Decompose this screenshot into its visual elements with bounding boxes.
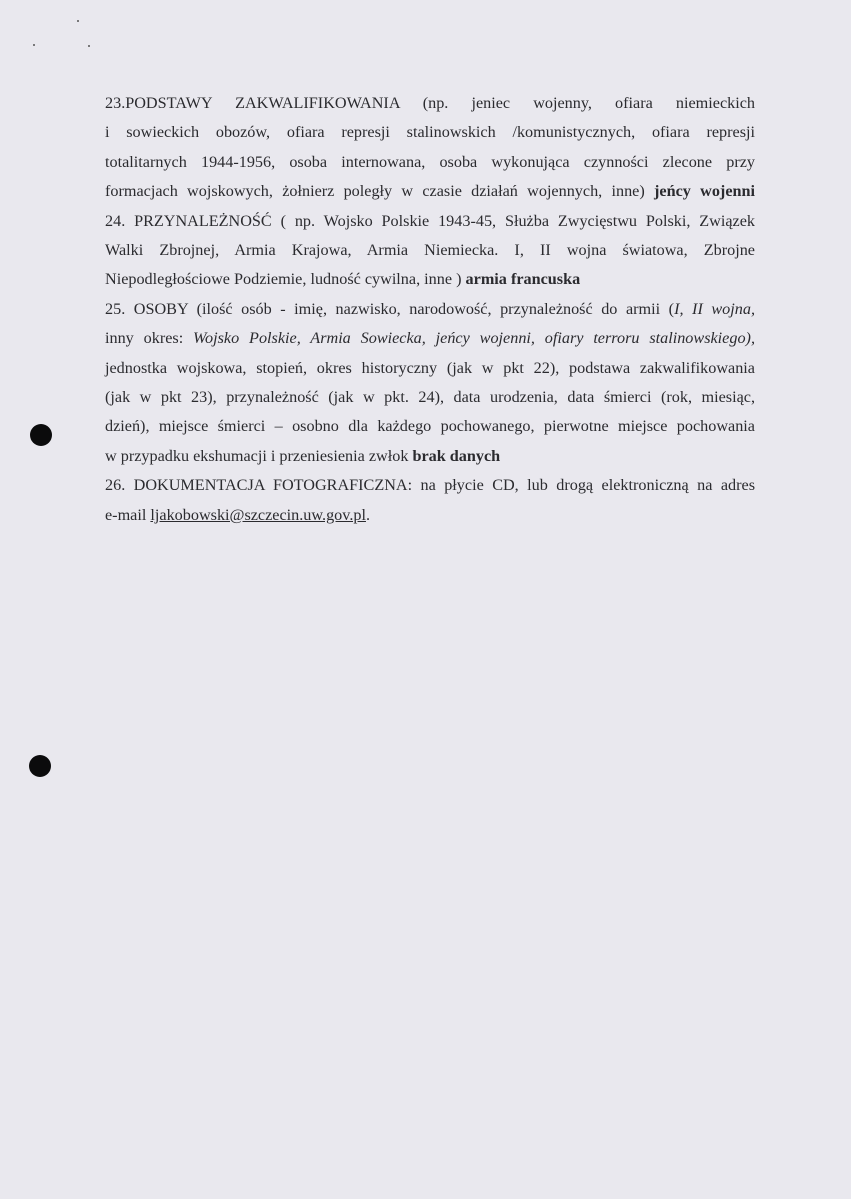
section-25-line-2 (105, 324, 755, 353)
section-23-line-1: 23.PODSTAWY ZAKWALIFIKOWANIA (np. jeniec wojenny, ofiara niemieckich (105, 94, 755, 112)
scan-speck (33, 44, 35, 46)
section-25-text-c: w przypadku ekshumacji i przeniesienia zwłok (105, 446, 409, 465)
section-25-italic-a: I, II wojna, (674, 299, 755, 318)
section-24-answer: armia francuska (465, 270, 581, 289)
email-suffix: . (365, 505, 371, 524)
section-25-line-5: dzień), miejsce śmierci – osobno dla każdego pochowanego, pierwotne miejsce pochowania (105, 417, 755, 436)
section-25-answer: brak danych (412, 446, 501, 465)
section-25-line-6 (105, 442, 755, 471)
section-25-line-3: jednostka wojskowa, stopień, okres historyczny (jak w pkt 22), podstawa zakwalifikowania (105, 358, 755, 377)
email-link[interactable]: ljakobowski@szczecin.uw.gov.pl (150, 505, 366, 524)
section-23-line-3: totalitarnych 1944-1956, osoba internowana, osoba wykonująca czynności zlecone przy (105, 152, 755, 171)
section-24-line-1: 24. PRZYNALEŻNOŚĆ ( np. Wojsko Polskie 1943-45, Służba Zwycięstwu Polski, Związek (105, 211, 755, 230)
section-24-text: Niepodległościowe Podziemie, ludność cywilna, inne ) (105, 270, 462, 289)
form-text (105, 89, 755, 530)
section-26-line-2 (105, 501, 755, 530)
section-23-line-4 (105, 177, 755, 206)
email-prefix: e-mail (105, 505, 147, 524)
punch-hole (29, 755, 51, 777)
section-24-line-3 (105, 265, 755, 294)
section-26-line-1: 26. DOKUMENTACJA FOTOGRAFICZNA: na płycie CD, lub drogą elektroniczną na adres (105, 476, 755, 495)
section-25-line-1 (105, 295, 755, 324)
section-23-line-2: i sowieckich obozów, ofiara represji stalinowskich /komunistycznych, ofiara represji (105, 123, 755, 142)
section-25-text-a: 25. OSOBY (ilość osób - imię, nazwisko, narodowość, przynależność do armii ( (105, 299, 675, 318)
section-23-answer: jeńcy wojenni (654, 182, 756, 201)
scan-speck (88, 45, 90, 47)
section-24-line-2: Walki Zbrojnej, Armia Krajowa, Armia Niemiecka. I, II wojna światowa, Zbrojne (105, 241, 755, 260)
section-23-text: formacjach wojskowych, żołnierz poległy w czasie działań wojennych, inne) (105, 182, 645, 201)
punch-hole (30, 424, 52, 446)
section-25-text-b: inny okres: (105, 329, 184, 348)
section-25-line-4: (jak w pkt 23), przynależność (jak w pkt. 24), data urodzenia, data śmierci (rok, miesiąc, (105, 388, 755, 407)
section-25-italic-b: Wojsko Polskie, Armia Sowiecka, jeńcy wojenni, ofiary terroru stalinowskiego), (193, 329, 755, 348)
scan-speck (77, 20, 79, 22)
